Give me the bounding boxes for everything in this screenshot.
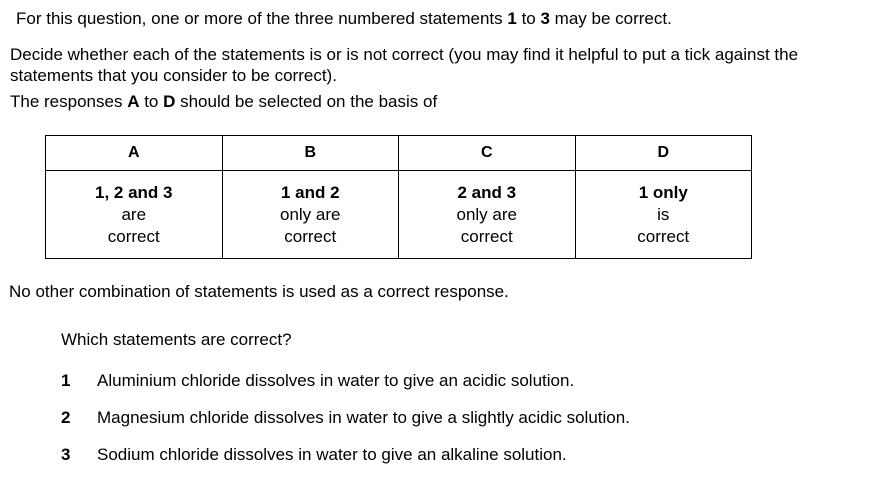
basis-text-to: to [139,92,164,111]
response-key-cell-a-line2: are [121,204,147,224]
response-key-header-a: A [46,136,223,171]
response-key-cell-d-line3: correct [637,226,690,246]
response-key-cell-c [399,171,576,259]
statement-2-text: Magnesium chloride dissolves in water to give a slightly acidic solution. [97,408,630,427]
response-key-cell-a-line1: 1, 2 and 3 [95,182,173,202]
intro-instruction [16,9,672,29]
decide-instruction: Decide whether each of the statements is or is not correct (you may find it helpful to put a tick against the statements that you consider to be correct). [10,45,799,85]
intro-text-to: to [516,9,541,28]
response-key-table [45,135,752,259]
response-key-cell-b-line1: 1 and 2 [280,182,340,202]
intro-number-1: 1 [507,9,517,28]
statement-3 [61,445,567,465]
response-key-cell-a [46,171,223,259]
response-key-cell-d [575,171,752,259]
no-other-combination-note: No other combination of statements is used as a correct response. [9,282,509,301]
statement-1 [61,371,574,391]
statement-2-number: 2 [61,408,71,427]
response-key-cell-c-line1: 2 and 3 [457,182,517,202]
basis-text-before: The responses [10,92,128,111]
response-key-cell-c-line3: correct [460,226,513,246]
statement-3-text: Sodium chloride dissolves in water to give an alkaline solution. [97,445,567,464]
basis-text-after: should be selected on the basis of [175,92,438,111]
question-text: Which statements are correct? [61,330,292,349]
statement-1-number: 1 [61,371,71,390]
response-key-header-b: B [222,136,399,171]
intro-number-3: 3 [540,9,550,28]
response-key-cell-b-line3: correct [284,226,337,246]
statement-3-number: 3 [61,445,71,464]
response-key-cell-b [222,171,399,259]
basis-letter-d: D [163,92,176,111]
intro-text-before: For this question, one or more of the three numbered statements [16,9,508,28]
response-key-cell-a-line3: correct [107,226,160,246]
response-key-cell-d-line2: is [657,204,670,224]
response-key-header-d: D [575,136,752,171]
intro-text-after: may be correct. [549,9,672,28]
statement-2 [61,408,630,428]
response-key-header-row [46,136,752,171]
basis-instruction [10,92,437,112]
response-key-cell-c-line2: only are [456,204,517,224]
response-key-cell-b-line2: only are [280,204,341,224]
response-key-body-row [46,171,752,259]
statement-1-text: Aluminium chloride dissolves in water to give an acidic solution. [97,371,575,390]
basis-letter-a: A [127,92,140,111]
response-key-cell-d-line1: 1 only [638,182,688,202]
response-key-header-c: C [399,136,576,171]
